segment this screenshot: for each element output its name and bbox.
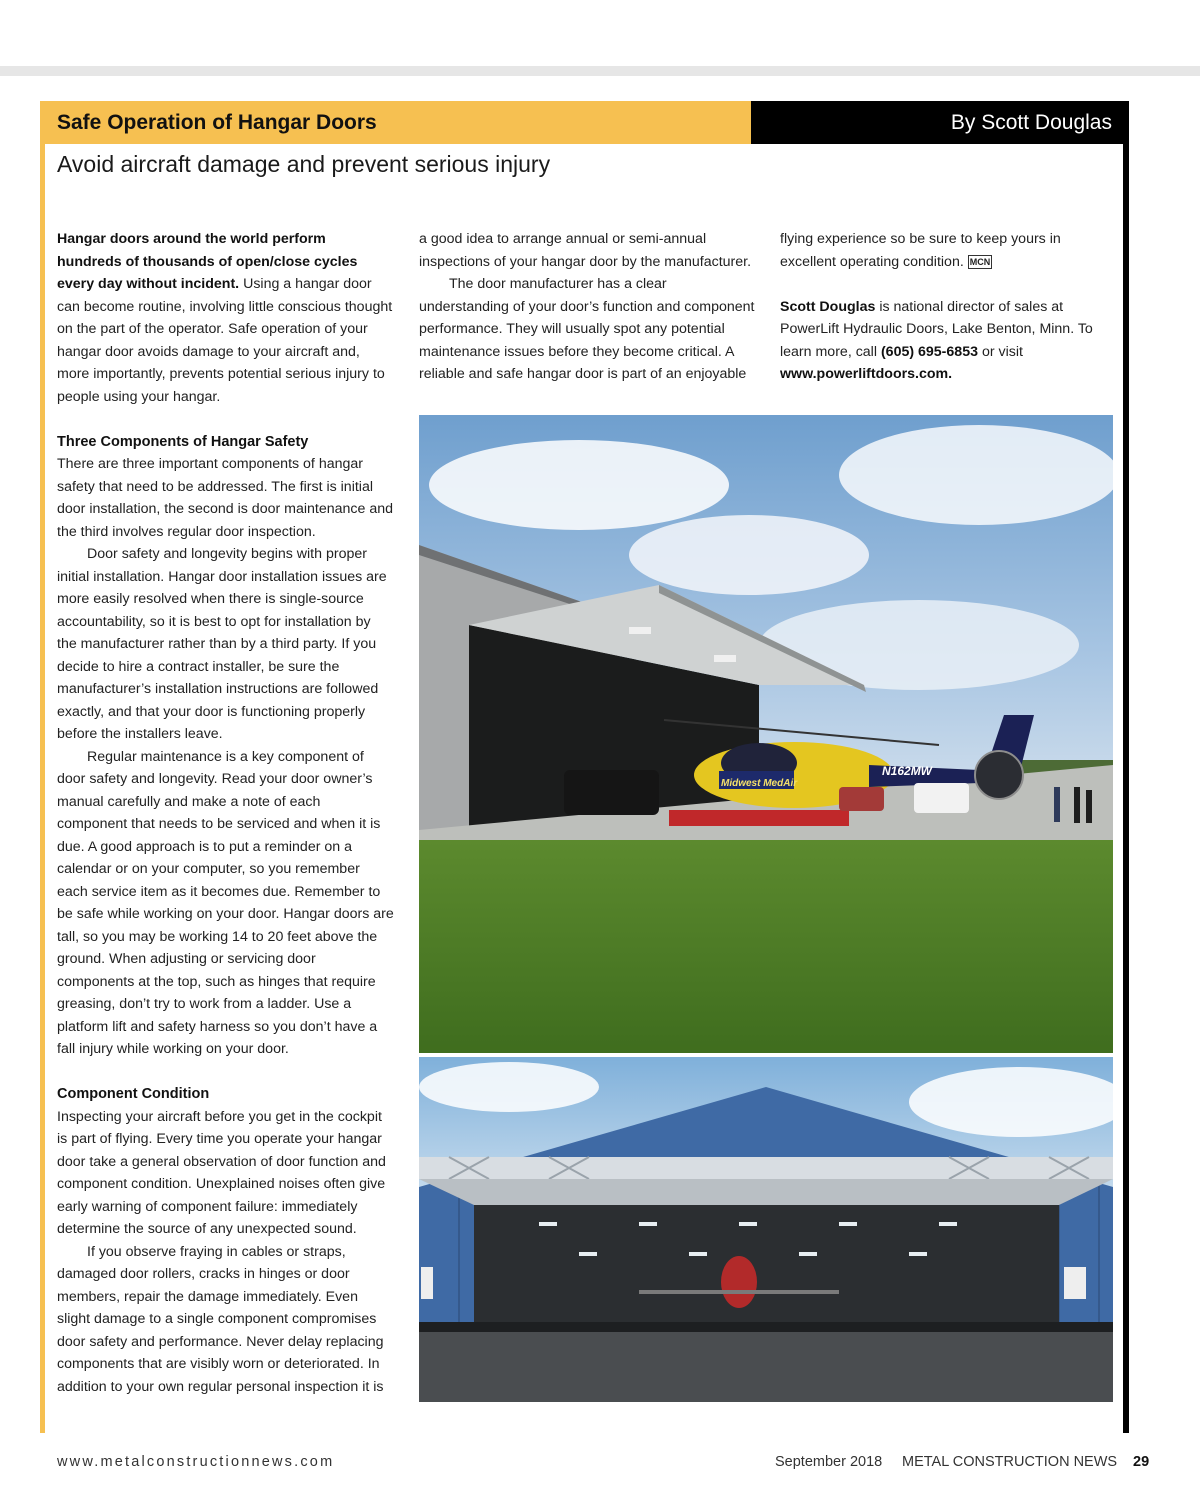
paragraph: Door safety and longevity begins with proper initial installation. Hangar door installation issues are more easily resolved when there is single-source accountability, so it is best to opt for installation by the manufacturer rather than by a third party. If you decide to hire a contract installer, be sure the manufacturer’s installation instructions are followed exactly, and that your door is functioning properly before the installers leave.	[57, 546, 387, 742]
bio-phone: (605) 695-6853	[880, 343, 978, 360]
paragraph: If you observe fraying in cables or straps, damaged door rollers, cracks in hinges or door members, repair the damage immediately. Even slight damage to a single component compromises door safety and performance. Never delay replacing components that are visibly worn or deteriorated. In addition to your own regular personal inspection it is	[57, 1243, 384, 1395]
paragraph: a good idea to arrange annual or semi-annual inspections of your hangar door by the manufacturer.	[419, 231, 752, 270]
photo-blue-hangar	[419, 1057, 1113, 1402]
intro-body: Using a hangar door can become routine, involving little conscious thought on the part of the operator. Safe operation of your hangar door avoids damage to your aircraft and, more importantly, prevents potential serious injury to people using your hangar.	[57, 276, 393, 405]
page-number: 29	[1133, 1454, 1150, 1470]
paragraph: Inspecting your aircraft before you get in the cockpit is part of flying. Every time you operate your hangar door take a general observation of door function and component condition. Unexplained noises often give early warning of component failure: immediately determine the source of any unexpected sound.	[57, 1108, 386, 1237]
text-column-2	[419, 228, 755, 386]
helicopter-tail-number: N162MW	[882, 764, 933, 778]
paragraph: The door manufacturer has a clear understanding of your door’s function and component performance. They will usually spot any potential maintenance issues before they become critical. A reliable and safe hangar door is part of an enjoyable	[419, 276, 755, 382]
bio-or: or visit	[981, 343, 1023, 360]
frame-left-rule	[40, 101, 45, 1433]
intro-paragraph	[57, 228, 394, 408]
top-divider	[0, 66, 1200, 76]
footer-website[interactable]: www.metalconstructionnews.com	[57, 1454, 335, 1470]
text-column-1	[57, 228, 394, 1398]
paragraph: There are three important components of hangar safety that need to be addressed. The first is initial door installation, the second is door maintenance and the third involves regular door inspection.	[57, 456, 393, 540]
photo-helicopter-hangar	[419, 415, 1113, 1053]
section-heading-safety: Three Components of Hangar Safety	[57, 433, 309, 450]
intro-lead: Hangar doors around the world perform hundreds of thousands of open/close cycles every day without incident.	[57, 231, 358, 292]
article-subtitle: Avoid aircraft damage and prevent serious injury	[57, 151, 551, 177]
footer-issue-date: September 2018	[775, 1454, 883, 1470]
section-heading-condition: Component Condition	[57, 1086, 210, 1102]
article-title: Safe Operation of Hangar Doors	[57, 110, 377, 134]
byline: By Scott Douglas	[950, 110, 1112, 134]
helicopter-lettering: Midwest MedAir	[721, 778, 798, 789]
frame-right-rule	[1123, 101, 1129, 1433]
footer-magazine-name: METAL CONSTRUCTION NEWS	[902, 1454, 1118, 1470]
bio-name: Scott Douglas	[780, 298, 876, 315]
mcn-end-mark-icon: MCN	[969, 256, 991, 267]
text-column-3	[780, 228, 1116, 386]
author-bio	[780, 296, 1116, 386]
closing-text: flying experience so be sure to keep yours in excellent operating condition.	[780, 231, 1061, 270]
paragraph: Regular maintenance is a key component of door safety and longevity. Read your door owner’s manual carefully and make a note of each component that needs to be serviced and when it is due. A good approach is to put a reminder on a calendar or on your computer, so you remember each service item as it becomes due. Remember to be safe while working on your door. Hangar doors are tall, so you may be working 14 to 20 feet above the ground. When adjusting or servicing door components at the top, such as hinges that require greasing, don’t try to work from a ladder. Use a platform lift and safety harness so you don’t have a fall injury while working on your door.	[57, 748, 394, 1057]
bio-text: is national director of sales at PowerLift Hydraulic Doors, Lake Benton, Minn. To learn more, call	[780, 298, 1093, 360]
byline-banner	[751, 101, 1129, 144]
closing-paragraph	[780, 228, 1116, 273]
title-banner	[40, 101, 751, 144]
bio-url[interactable]: www.powerliftdoors.com.	[780, 366, 953, 382]
